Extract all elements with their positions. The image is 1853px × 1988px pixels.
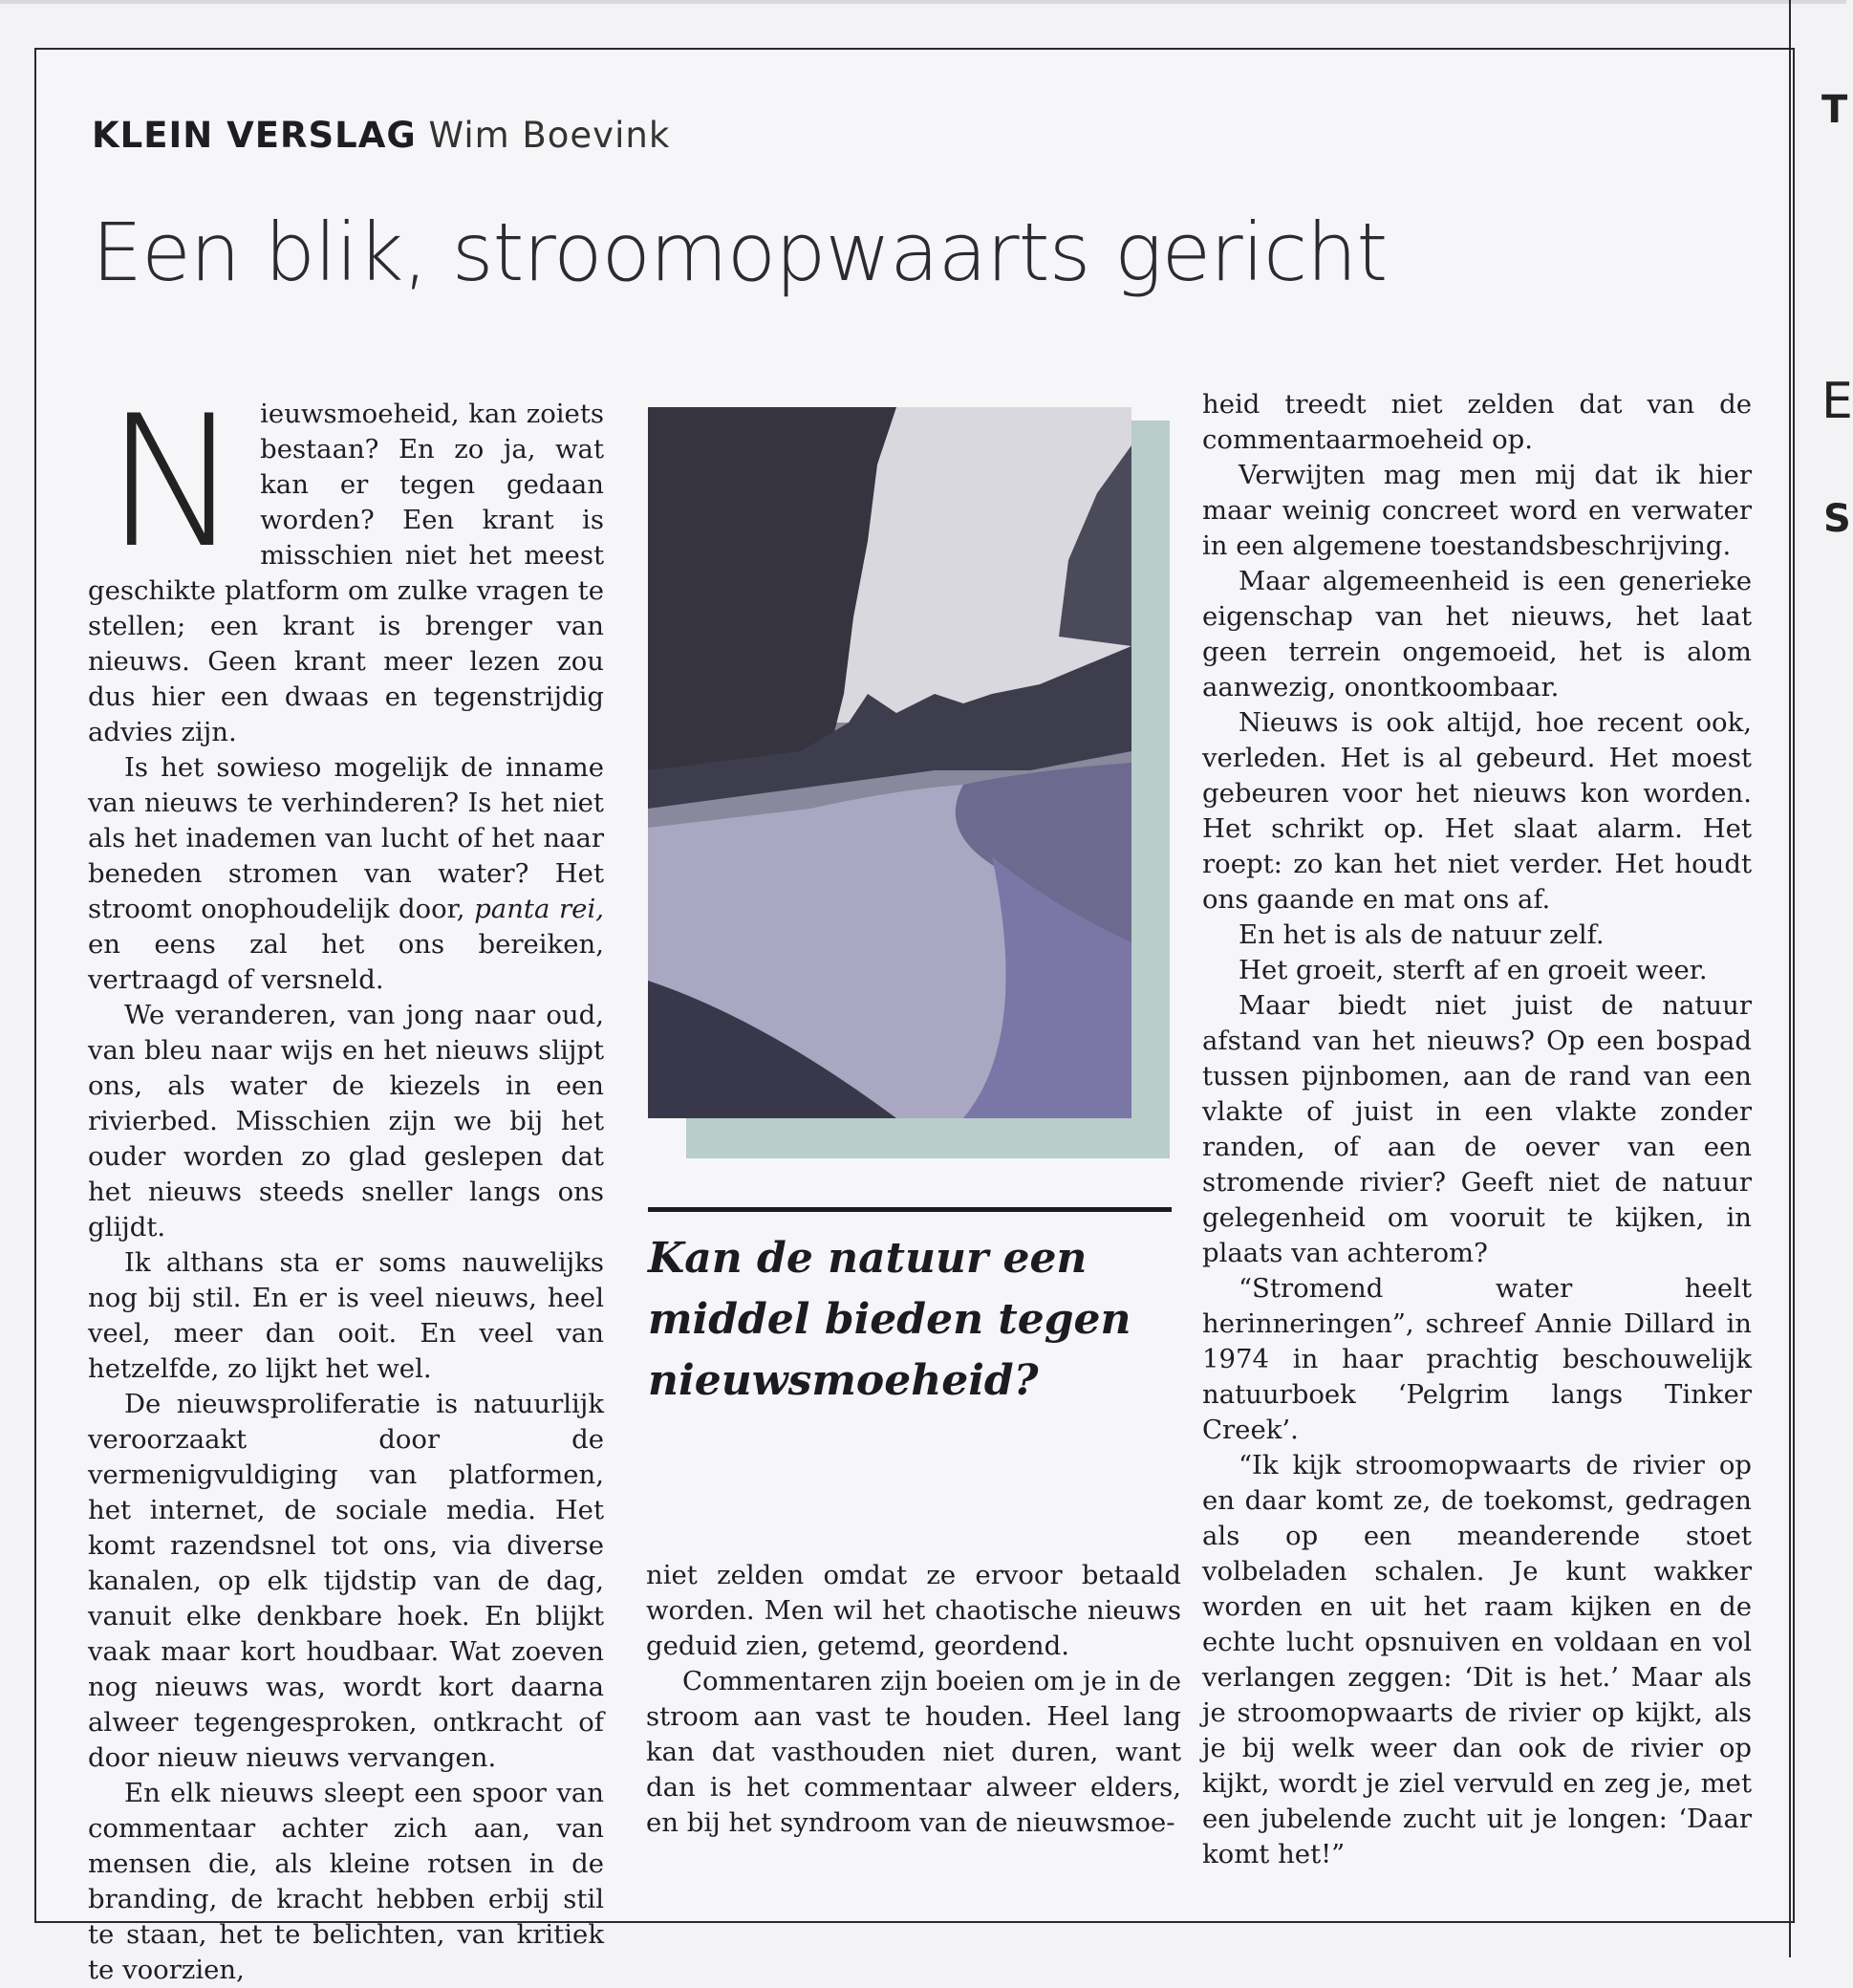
paragraph: En het is als de natuur zelf. bbox=[1239, 919, 1605, 950]
paragraph: De nieuwsproliferatie is natuurlijk veroorzaakt door de vermenigvuldiging van platformen, het internet, de sociale media. Het komt razendsnel tot ons, via diverse kanalen, op elk tijdstip van de dag, vanuit elke denkbare hoek. En blijkt vaak maar kort houdbaar. Wat zoeven nog nieuws was, wordt kort daarna alweer tegengesproken, ontkracht of door nieuw nieuws vervangen. bbox=[88, 1389, 604, 1773]
paragraph: Nieuws is ook altijd, hoe recent ook, verleden. Het is al gebeurd. Het moest gebeuren voor het nieuws kon worden. Het schrikt op. Het slaat alarm. Het roept: zo kan het niet verder. Het houdt ons gaande en mat ons af. bbox=[1202, 707, 1752, 915]
paragraph: niet zelden omdat ze ervoor betaald worden. Men wil het chaotische nieuws geduid zien, getemd, geordend. bbox=[646, 1560, 1181, 1661]
paragraph: ieuwsmoeheid, kan zoiets bestaan? En zo ja, wat kan er tegen gedaan worden? Een krant is misschien niet het meest geschikte platform om zulke vragen te stellen; een krant is brenger van nieuws. Geen krant meer lezen zou dus hier een dwaas en tegenstrijdig advies zijn. bbox=[88, 399, 604, 747]
paragraph: Verwijten mag men mij dat ik hier maar weinig concreet word en verwater in een algemene toestandsbeschrijving. bbox=[1202, 460, 1752, 561]
drop-cap: N bbox=[105, 377, 242, 588]
paragraph: We veranderen, van jong naar oud, van bleu naar wijs en het nieuws slijpt ons, als water de kiezels in een rivierbed. Misschien zijn we bij het ouder worden zo glad geslepen dat het nieuws steeds sneller langs ons glijdt. bbox=[88, 1000, 604, 1242]
pullquote-rule bbox=[648, 1207, 1172, 1212]
river-photo-illustration bbox=[648, 407, 1131, 1118]
neighbor-letter-mid: E bbox=[1821, 373, 1853, 430]
column-3 bbox=[1202, 387, 1752, 1872]
headline: Een blik, stroomopwaarts gericht bbox=[92, 205, 1388, 299]
river-photo bbox=[648, 407, 1131, 1118]
italic-phrase: panta rei, bbox=[474, 894, 604, 924]
column-rule-right bbox=[1789, 0, 1791, 1957]
paragraph: Maar biedt niet juist de natuur afstand van het nieuws? Op een bospad tussen pijnbomen, aan de rand van een vlakte of juist in een vlakte zonder randen, of aan de oever van een stromende rivier? Geeft niet de natuur gelegenheid om vooruit te kijken, in plaats van achterom? bbox=[1202, 990, 1752, 1268]
paragraph: heid treedt niet zelden dat van de commentaarmoeheid op. bbox=[1202, 389, 1752, 455]
paragraph: Het groeit, sterft af en groeit weer. bbox=[1239, 955, 1708, 985]
paragraph: “Stromend water heelt herinneringen”, schreef Annie Dillard in 1974 in haar prachtig beschouwelijk natuurboek ‘Pelgrim langs Tinker Creek’. bbox=[1202, 1273, 1752, 1445]
neighbor-letter-top: T bbox=[1821, 88, 1848, 132]
top-edge bbox=[0, 0, 1846, 4]
paragraph: En elk nieuws sleept een spoor van commentaar achter zich aan, van mensen die, als kleine rotsen in de branding, de kracht hebben erbij stil te staan, het te belichten, van kritiek te voorzien, bbox=[88, 1778, 604, 1985]
column-2 bbox=[646, 1558, 1181, 1841]
author-name: Wim Boevink bbox=[428, 115, 671, 156]
neighbor-letter-small: S bbox=[1823, 497, 1851, 541]
kicker bbox=[92, 115, 670, 156]
paragraph: Maar algemeenheid is een generieke eigenschap van het nieuws, het laat geen terrein ongemoeid, het is alom aanwezig, onontkoombaar. bbox=[1202, 566, 1752, 702]
paragraph: Is het sowieso mogelijk de inname van nieuws te verhinderen? Is het niet als het inademen van lucht of het naar beneden stromen van water? Het stroomt onophoudelijk door, panta rei, en eens zal het ons bereiken, vertraagd of versneld. bbox=[88, 752, 604, 995]
paragraph: “Ik kijk stroomopwaarts de rivier op en daar komt ze, de toekomst, gedragen als op een meanderende stoet volbeladen schalen. Je kunt wakker worden en uit het raam kijken en de echte lucht opsnuiven en voldaan en vol verlangen zeggen: ‘Dit is het.’ Maar als je stroomopwaarts de rivier op kijkt, als je bij welk weer dan ook de rivier op kijkt, wordt je ziel vervuld en zeg je, met een jubelende zucht uit je longen: ‘Daar komt het!” bbox=[1202, 1450, 1752, 1869]
paragraph: Commentaren zijn boeien om je in de stroom aan vast te houden. Heel lang kan dat vasthouden niet duren, want dan is het commentaar alweer elders, en bij het syndroom van de nieuwsmoe- bbox=[646, 1666, 1181, 1838]
pullquote: Kan de natuur een middel bieden tegen nieuwsmoeheid? bbox=[648, 1234, 1131, 1405]
column-1 bbox=[88, 377, 604, 1988]
paragraph: Ik althans sta er soms nauwelijks nog bij stil. En er is veel nieuws, heel veel, meer dan ooit. En veel van hetzelfde, zo lijkt het wel. bbox=[88, 1247, 604, 1384]
kicker-label: KLEIN VERSLAG bbox=[92, 115, 417, 156]
